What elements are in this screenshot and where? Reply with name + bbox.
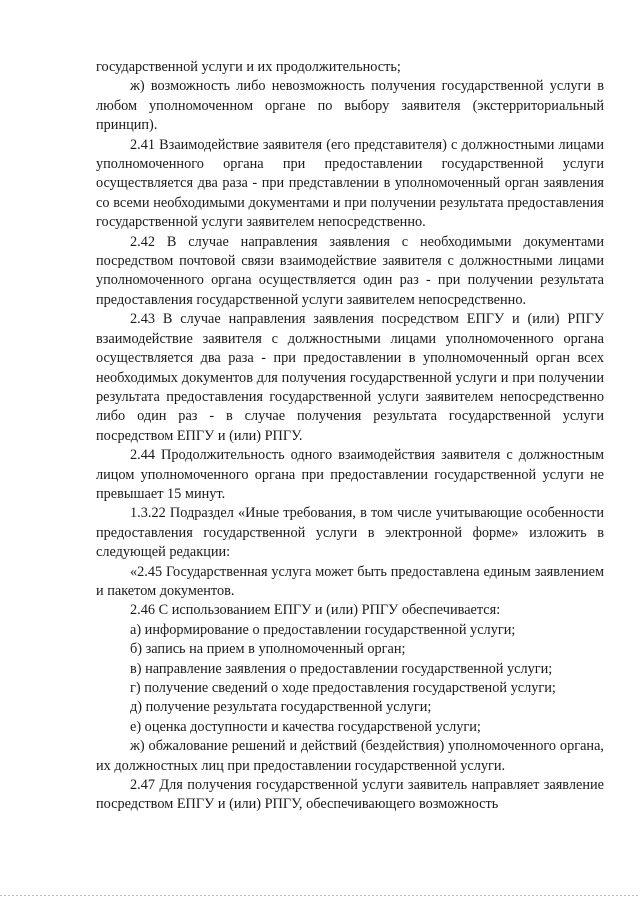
- document-page: [96, 58, 604, 815]
- paragraph-1-3-22: 1.3.22 Подраздел «Иные требования, в том числе учитывающие особенности предоставления государственной услуги в электронной форме» изложить в следующей редакции:: [96, 505, 604, 561]
- list-item-e: е) оценка доступности и качества государственой услуги;: [130, 718, 481, 735]
- paragraph-2-44: 2.44 Продолжительность одного взаимодействия заявителя с должностным лицом уполномоченного органа при предоставлении государственной услуги не превышает 15 минут.: [96, 447, 604, 502]
- paragraph-item-zh-extraterritorial: ж) возможность либо невозможность получения государственной услуги в любом уполномоченном органе по выбору заявителя (экстерриториальный принцип).: [96, 78, 604, 134]
- list-item-b: б) запись на прием в уполномоченный орган;: [130, 641, 406, 658]
- list-item-v: в) направление заявления о предоставлении государственной услуги;: [130, 660, 553, 677]
- paragraph-2-47: 2.47 Для получения государственной услуги заявитель направляет заявление посредством ЕПГУ и (или) РПГУ, обеспечивающего возможность: [96, 777, 604, 813]
- list-item-zh: ж) обжалование решений и действий (бездействия) уполномоченного органа, их должностных лиц при предоставлении государственной услуги.: [96, 738, 604, 774]
- paragraph-2-42: 2.42 В случае направления заявления с необходимыми документами посредством почтовой связи взаимодействие заявителя с должностными лицами уполномоченного органа осуществляется один раз - при получении результата предоставления государственной услуги заявителем непосредственно.: [96, 233, 604, 308]
- paragraph-2-41: 2.41 Взаимодействие заявителя (его представителя) с должностными лицами уполномоченного органа при предоставлении государственной услуги осуществляется два раза - при представлении в уполномоченный орган заявления со всеми необходимыми документами и при получении результата предоставления государственной услуги заявителем непосредственно.: [96, 136, 604, 231]
- paragraph-continuation: государственной услуги и их продолжительность;: [96, 59, 401, 75]
- list-item-g: г) получение сведений о ходе предоставления государственой услуги;: [130, 680, 556, 696]
- page-bottom-edge: [0, 895, 640, 896]
- paragraph-2-43: 2.43 В случае направления заявления посредством ЕПГУ и (или) РПГУ взаимодействие заявителя с должностными лицами уполномоченного органа осуществляется два раза - при предоставлении в уполномоченный орган всех необходимых документов для получения государственной услуги и при получении результата предоставления государственной услуги заявителем непосредственно либо один раз - в случае получения результата государственной услуги посредством ЕПГУ и (или) РПГУ.: [96, 311, 604, 444]
- paragraph-2-45: «2.45 Государственная услуга может быть предоставлена единым заявлением и пакетом документов.: [96, 563, 604, 599]
- list-item-d: д) получение результата государственной услуги;: [130, 699, 432, 716]
- list-item-a: а) информирование о предоставлении государственной услуги;: [130, 621, 516, 638]
- paragraph-2-46: 2.46 С использованием ЕПГУ и (или) РПГУ обеспечивается:: [130, 602, 501, 619]
